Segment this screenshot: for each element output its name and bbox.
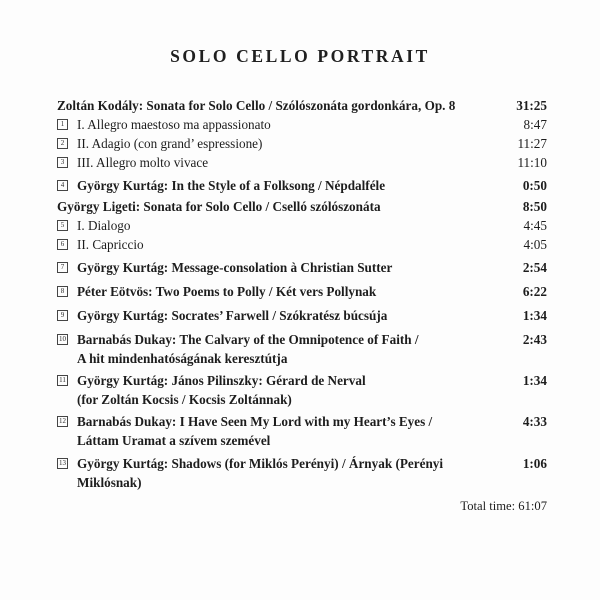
work-title: Zoltán Kodály: Sonata for Solo Cello / Szólószonáta gordonkára, Op. 8: [57, 98, 456, 113]
track-time: 8:47: [523, 117, 547, 132]
track-title: II. Capriccio: [77, 237, 144, 252]
work-heading-row: [57, 197, 547, 216]
track-time: 1:34: [522, 308, 547, 323]
work-heading-row: [57, 96, 547, 115]
work-title-cell: [57, 96, 516, 115]
work-time: 8:50: [522, 199, 547, 214]
track-row: [57, 115, 547, 134]
track-row: [57, 282, 547, 301]
track-row: [57, 134, 547, 153]
track-row: [57, 258, 547, 277]
track-time: 6:22: [522, 284, 547, 299]
track-row: [57, 371, 547, 409]
track-title-cell: [57, 134, 517, 153]
track-number-badge: 6: [57, 239, 68, 250]
track-number-badge: 3: [57, 157, 68, 168]
track-title: III. Allegro molto vivace: [77, 155, 209, 170]
track-title: I. Allegro maestoso ma appassionato: [77, 117, 271, 132]
track-time: 4:05: [523, 237, 547, 252]
track-row: [57, 454, 547, 492]
track-number-badge: 7: [57, 262, 68, 273]
track-title: [77, 412, 432, 450]
work-title: György Ligeti: Sonata for Solo Cello / Cselló szólószonáta: [57, 199, 381, 214]
track-title: György Kurtág: In the Style of a Folksong / Népdalféle: [77, 178, 386, 193]
track-time: 0:50: [522, 178, 547, 193]
track-number-badge: 2: [57, 138, 68, 149]
work-title-cell: [57, 197, 523, 216]
track-time: 1:34: [522, 373, 547, 388]
track-time: 11:10: [517, 155, 547, 170]
track-title-cell: [57, 153, 517, 172]
track-title-line2: A hit mindenhatóságának keresztútja: [77, 351, 288, 366]
track-row: [57, 330, 547, 368]
track-time: 11:27: [517, 136, 547, 151]
track-title: II. Adagio (con grand’ espressione): [77, 136, 263, 151]
track-number-badge: 4: [57, 180, 68, 191]
track-row: [57, 306, 547, 325]
track-title-cell: [57, 176, 523, 195]
track-title-cell: [57, 235, 524, 254]
work-time: 31:25: [516, 98, 547, 113]
track-title: [77, 330, 419, 368]
track-number-badge: 9: [57, 310, 68, 321]
track-title-cell: [57, 306, 523, 325]
track-title-cell: [57, 282, 523, 301]
track-title-cell: [57, 330, 523, 368]
track-number-badge: 13: [59, 459, 66, 467]
track-time: 1:06: [522, 456, 547, 471]
track-row: [57, 176, 547, 195]
total-time: Total time: 61:07: [460, 499, 547, 513]
track-title-cell: [57, 216, 524, 235]
track-number-badge: 11: [57, 375, 68, 386]
track-time: 2:54: [522, 260, 547, 275]
track-row: [57, 412, 547, 450]
track-title-cell: [57, 371, 523, 409]
track-time: 2:43: [522, 332, 547, 347]
track-title-line1: György Kurtág: János Pilinszky: Gérard de Nerval: [77, 373, 366, 388]
track-title-line1: Barnabás Dukay: I Have Seen My Lord with my Heart’s Eyes /: [77, 414, 433, 429]
track-number-badge: 12: [59, 417, 66, 425]
track-title: György Kurtág: Message-consolation à Christian Sutter: [77, 260, 393, 275]
track-title-cell: [57, 412, 523, 450]
track-title-cell: [57, 454, 523, 492]
track-title: Péter Eötvös: Two Poems to Polly / Két vers Pollynak: [77, 284, 377, 299]
track-title: György Kurtág: Shadows (for Miklós Perényi) / Árnyak (Perényi Miklósnak): [77, 456, 444, 490]
album-title: SOLO CELLO PORTRAIT: [170, 46, 430, 66]
tracklist: [57, 96, 547, 516]
track-title-line2: Láttam Uramat a szívem szemével: [77, 433, 271, 448]
track-number-badge: 10: [59, 335, 66, 343]
track-title-cell: [57, 258, 523, 277]
track-title: [77, 371, 366, 409]
track-number-badge: 1: [57, 119, 68, 130]
track-title: György Kurtág: Socrates’ Farwell / Szókratész búcsúja: [77, 308, 388, 323]
track-row: [57, 235, 547, 254]
track-row: [57, 153, 547, 172]
track-number-badge: 8: [57, 286, 68, 297]
track-title: I. Dialogo: [77, 218, 131, 233]
track-title-cell: [57, 115, 524, 134]
track-time: 4:45: [523, 218, 547, 233]
track-number-badge: 5: [57, 220, 68, 231]
track-row: [57, 216, 547, 235]
track-title-line2: (for Zoltán Kocsis / Kocsis Zoltánnak): [77, 392, 292, 407]
track-time: 4:33: [522, 414, 547, 429]
track-title-line1: Barnabás Dukay: The Calvary of the Omnipotence of Faith /: [77, 332, 419, 347]
